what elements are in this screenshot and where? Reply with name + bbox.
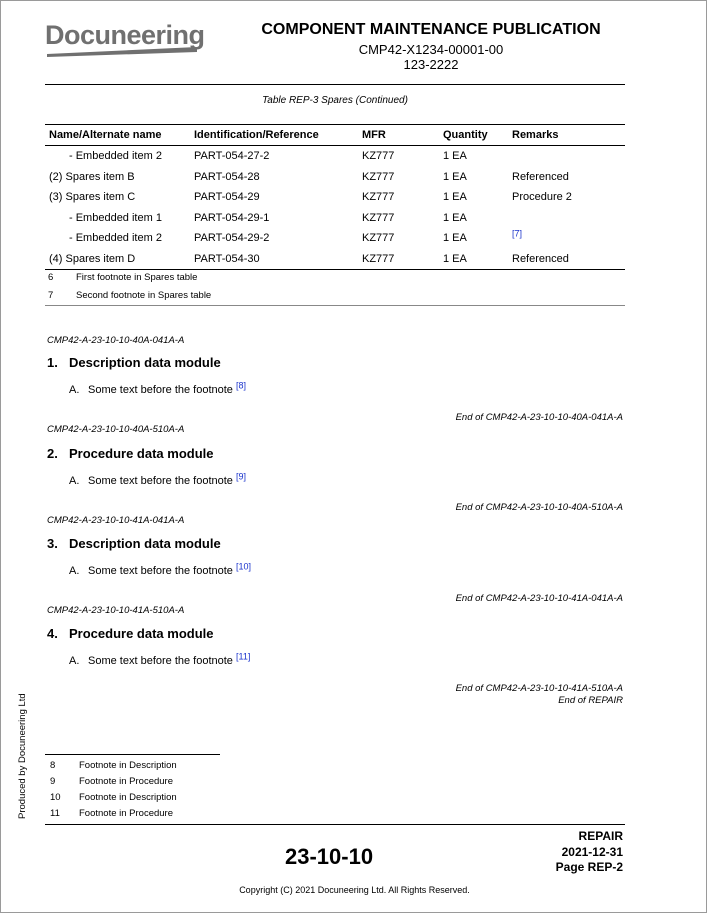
- section-title: Description data module: [69, 355, 221, 370]
- footnote-text: First footnote in Spares table: [76, 272, 198, 283]
- cell-remarks: [508, 228, 625, 249]
- end-of-dm: End of CMP42-A-23-10-10-41A-510A-A: [455, 683, 623, 694]
- table-header-row: [45, 124, 625, 146]
- cell-remarks: [508, 208, 625, 229]
- paragraph: [69, 380, 247, 396]
- cell-qty: 1 EA: [443, 170, 467, 183]
- dmc-code: CMP42-A-23-10-10-40A-510A-A: [47, 424, 185, 435]
- footnote-number: 8: [50, 760, 56, 771]
- cell-remarks: Procedure 2: [512, 191, 572, 204]
- cell-qty: 1 EA: [443, 191, 467, 204]
- paragraph: [69, 651, 251, 667]
- section-heading: [47, 536, 221, 551]
- section-heading: [47, 355, 221, 370]
- table-row: [45, 167, 625, 188]
- section-number: 3.: [47, 536, 58, 551]
- paragraph-text: Some text before the footnote: [88, 384, 233, 396]
- table-row: [45, 249, 625, 270]
- copyright: Copyright (C) 2021 Docuneering Ltd. All Rights Reserved.: [239, 885, 470, 895]
- table-footnote-rule: [45, 305, 625, 306]
- cell-name: (3) Spares item C: [49, 191, 136, 204]
- cell-remarks: [508, 146, 625, 167]
- end-of-dm: End of CMP42-A-23-10-10-41A-041A-A: [455, 593, 623, 604]
- column-header: Identification/Reference: [190, 124, 358, 146]
- table-row: [45, 208, 625, 229]
- section-number: 1.: [47, 355, 58, 370]
- table-row: [45, 228, 625, 249]
- paragraph-text: Some text before the footnote: [88, 475, 233, 487]
- footnote-text: Footnote in Description: [79, 760, 177, 771]
- cell-ref: PART-054-28: [194, 170, 260, 183]
- paragraph: [69, 561, 252, 577]
- column-header: Quantity: [439, 124, 508, 146]
- header-rule: [45, 84, 625, 85]
- publication-code: CMP42-X1234-00001-00: [358, 42, 504, 57]
- cell-name: (4) Spares item D: [45, 249, 190, 270]
- footnote-text: Second footnote in Spares table: [76, 290, 212, 301]
- section-heading: [47, 446, 213, 461]
- cell-name: - Embedded item 2: [69, 150, 162, 163]
- section-title: Procedure data module: [69, 626, 214, 641]
- logo: Docuneering: [45, 20, 205, 50]
- cell-mfr: KZ777: [358, 249, 439, 270]
- cell-qty: 1 EA: [443, 150, 467, 163]
- cell-ref: PART-054-30: [190, 249, 358, 270]
- section-title: Description data module: [69, 536, 221, 551]
- footer-rule: [45, 824, 625, 825]
- dmc-code: CMP42-A-23-10-10-41A-510A-A: [47, 605, 185, 616]
- dmc-code: CMP42-A-23-10-10-40A-041A-A: [47, 335, 185, 346]
- footnote-link[interactable]: [9]: [236, 471, 247, 482]
- cell-name: (2) Spares item B: [49, 170, 135, 183]
- footnote-text: Footnote in Procedure: [79, 808, 174, 819]
- footnote-number: 11: [50, 808, 60, 819]
- footnote-text: Footnote in Description: [79, 792, 177, 803]
- footer-page: Page REP-2: [555, 860, 623, 874]
- section-number: 2.: [47, 446, 58, 461]
- cell-ref: PART-054-29-1: [194, 211, 270, 224]
- footnote-link[interactable]: [11]: [236, 651, 251, 662]
- column-header: Remarks: [508, 124, 625, 146]
- cell-mfr: KZ777: [362, 170, 395, 183]
- footnote-text: Footnote in Procedure: [79, 776, 174, 787]
- cell-mfr: KZ777: [362, 211, 395, 224]
- cell-mfr: KZ777: [362, 150, 395, 163]
- cell-qty: 1 EA: [443, 232, 467, 245]
- cell-qty: 1 EA: [439, 249, 508, 270]
- column-header: MFR: [358, 124, 439, 146]
- footnote-link[interactable]: [8]: [236, 380, 247, 391]
- publication-number: 123-2222: [403, 57, 459, 72]
- footnote-rule: [45, 754, 220, 755]
- column-header: Name/Alternate name: [45, 124, 190, 146]
- section-heading: [47, 626, 213, 641]
- section-number: 4.: [47, 626, 58, 641]
- end-of-dm: End of CMP42-A-23-10-10-40A-510A-A: [455, 502, 623, 513]
- end-of-repair: End of REPAIR: [558, 695, 623, 706]
- spares-table: [45, 124, 625, 270]
- cell-ref: PART-054-29: [194, 191, 260, 204]
- footer-section: REPAIR: [578, 829, 623, 843]
- footnote-number: 7: [48, 290, 54, 301]
- paragraph-label: A.: [69, 655, 80, 667]
- cell-ref: PART-054-27-2: [194, 150, 270, 163]
- paragraph-text: Some text before the footnote: [88, 565, 233, 577]
- logo-swoosh: [47, 45, 197, 57]
- paragraph: [69, 471, 247, 487]
- paragraph-label: A.: [69, 565, 80, 577]
- table-row: [45, 146, 625, 167]
- paragraph-text: Some text before the footnote: [88, 655, 233, 667]
- cell-remarks: Referenced: [508, 249, 625, 270]
- footnote-number: 10: [50, 792, 61, 803]
- cell-name: - Embedded item 1: [69, 211, 162, 224]
- footnote-number: 9: [50, 776, 56, 787]
- section-title: Procedure data module: [69, 446, 214, 461]
- table-caption: Table REP-3 Spares (Continued): [262, 95, 408, 106]
- table-row: [45, 187, 625, 208]
- dmc-code: CMP42-A-23-10-10-41A-041A-A: [47, 515, 185, 526]
- footnote-link[interactable]: [10]: [236, 561, 252, 572]
- cell-qty: 1 EA: [443, 211, 467, 224]
- end-of-dm: End of CMP42-A-23-10-10-40A-041A-A: [455, 412, 623, 423]
- footnote-link[interactable]: [7]: [512, 228, 523, 239]
- footer-date: 2021-12-31: [561, 845, 623, 859]
- cell-name: - Embedded item 2: [69, 232, 162, 245]
- cell-mfr: KZ777: [362, 232, 395, 245]
- cell-mfr: KZ777: [362, 191, 395, 204]
- paragraph-label: A.: [69, 384, 80, 396]
- producer-text: Produced by Docuneering Ltd: [17, 693, 28, 819]
- cell-remarks: Referenced: [512, 170, 569, 183]
- chapter-code: 23-10-10: [285, 844, 374, 869]
- footnote-number: 6: [48, 272, 54, 283]
- cell-ref: PART-054-29-2: [194, 232, 270, 245]
- publication-title: COMPONENT MAINTENANCE PUBLICATION: [261, 21, 601, 38]
- paragraph-label: A.: [69, 475, 80, 487]
